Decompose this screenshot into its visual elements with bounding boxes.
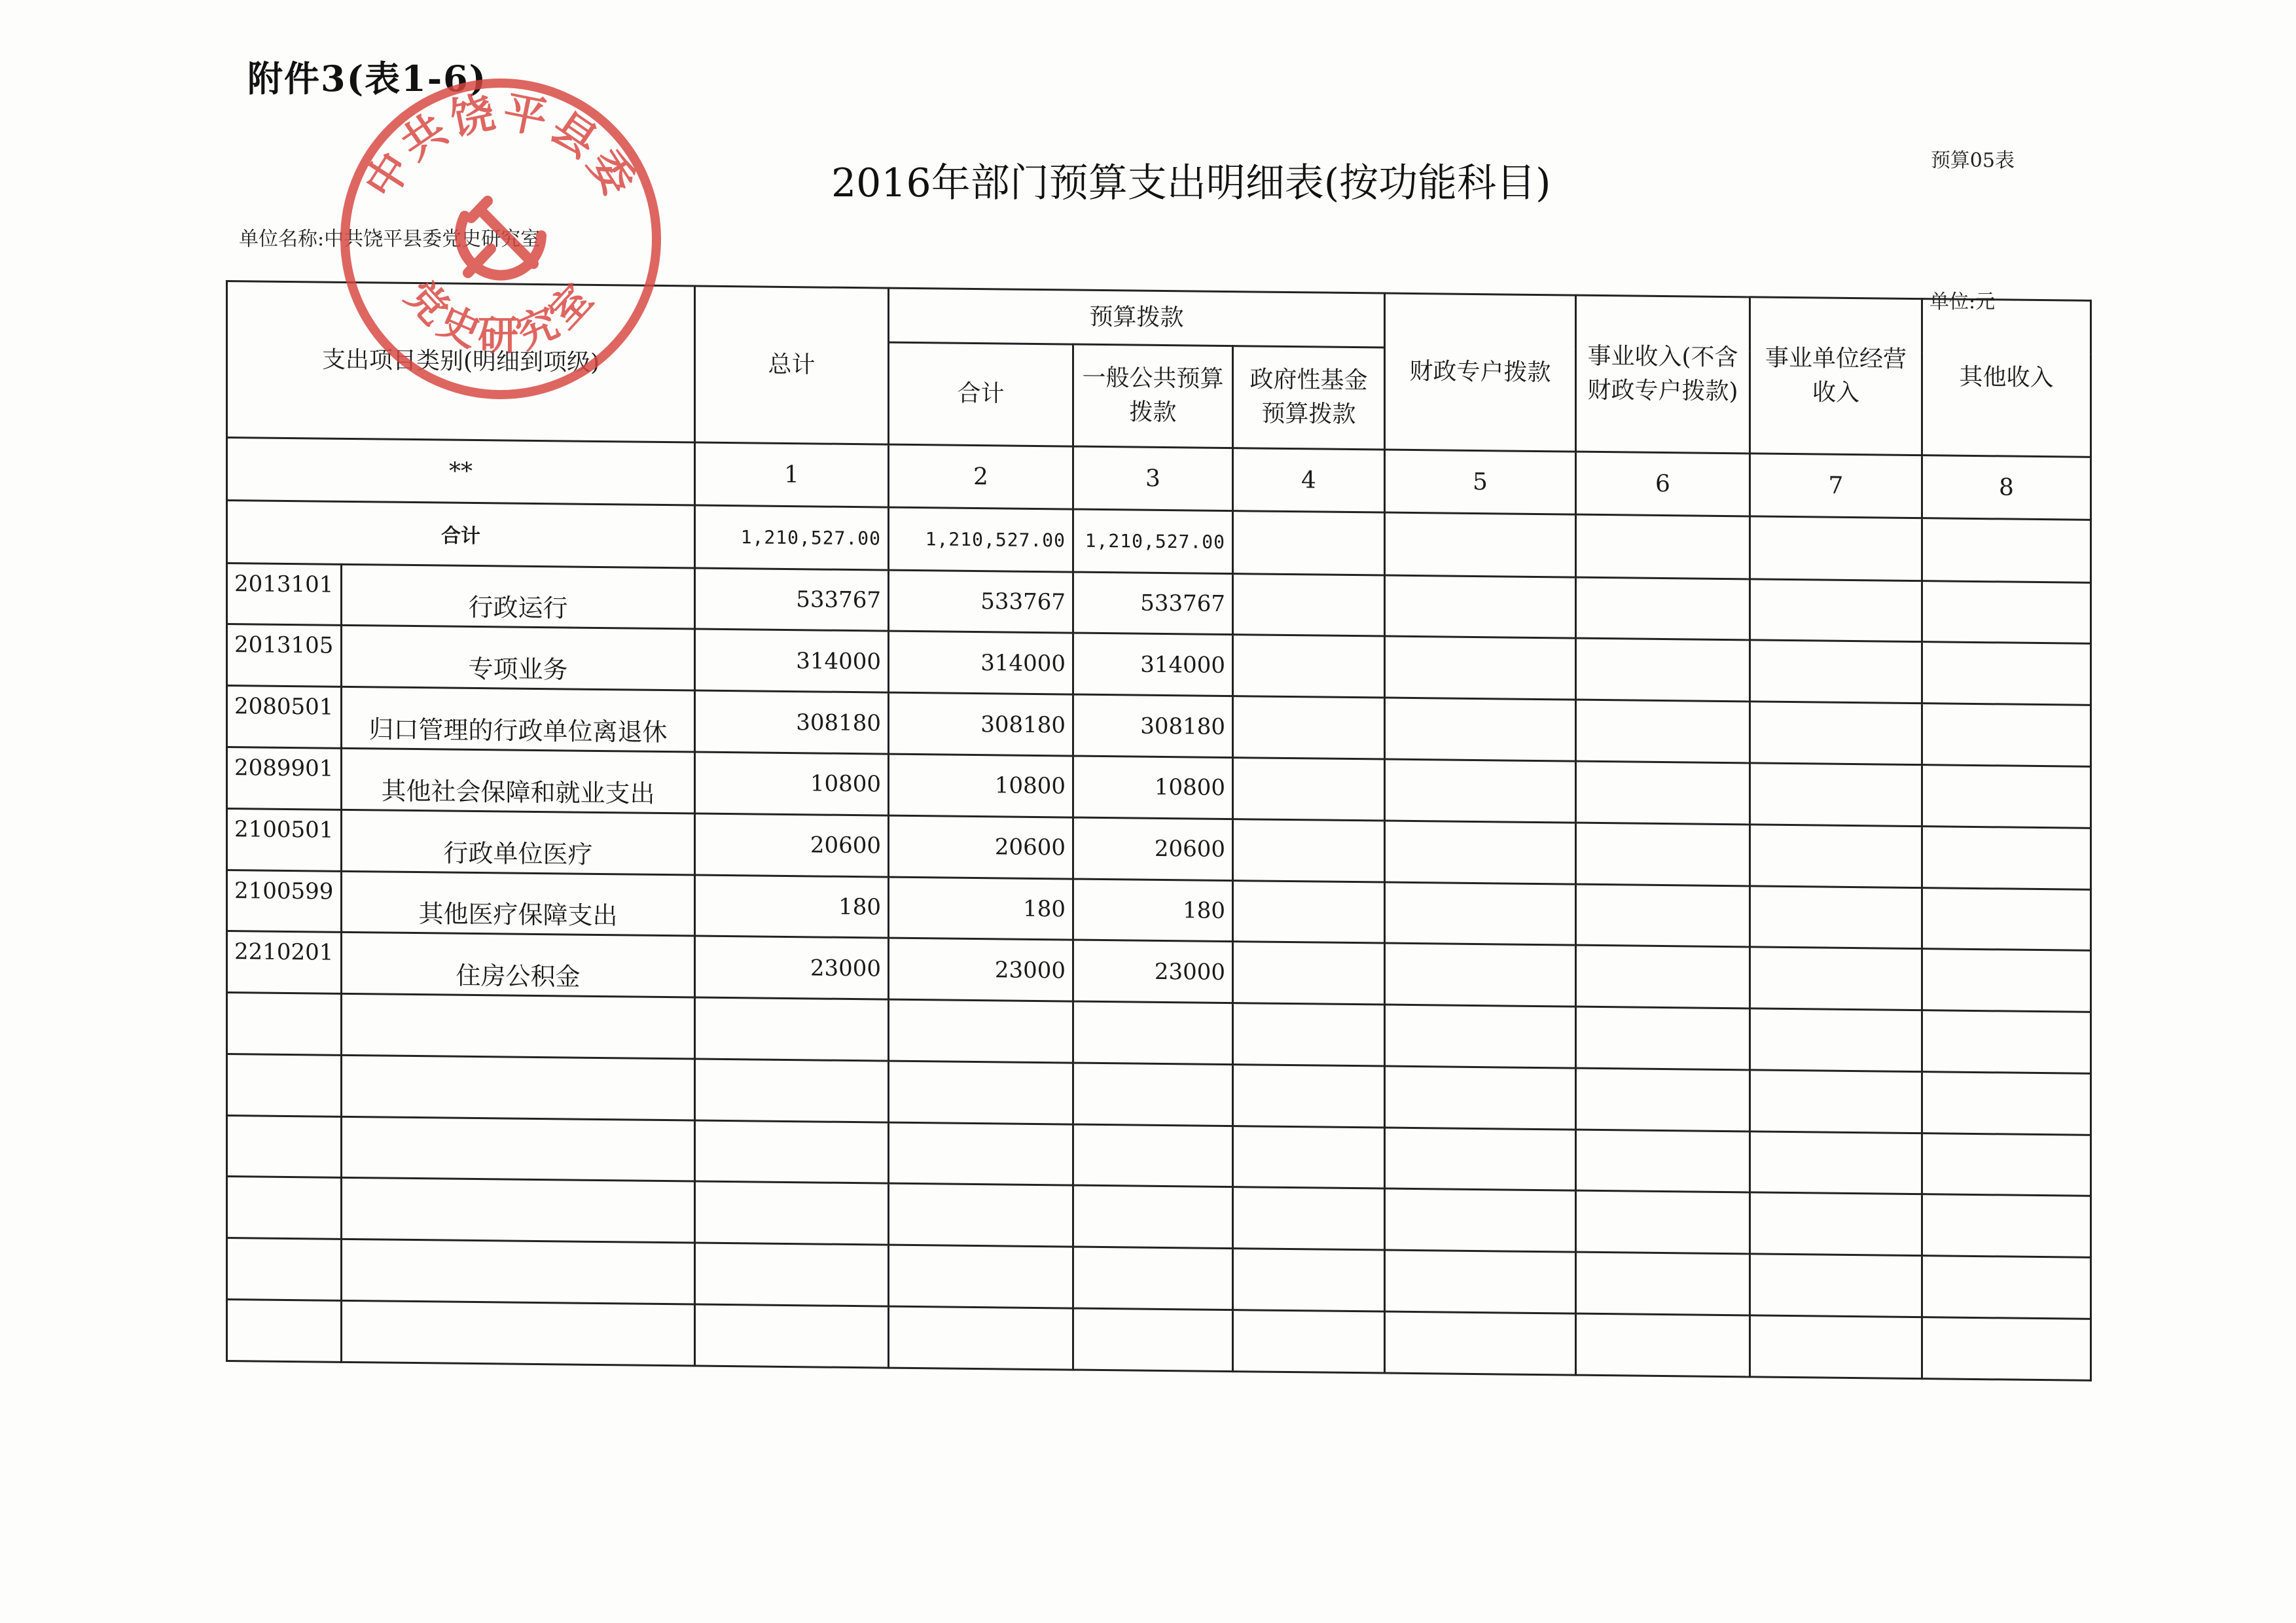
empty-cell — [1233, 758, 1385, 821]
row-general-public: 20600 — [1073, 817, 1233, 880]
row-subtotal: 180 — [889, 877, 1073, 940]
row-code: 2089901 — [227, 747, 342, 810]
row-total: 10800 — [695, 752, 889, 815]
budget-expenditure-table — [226, 280, 2092, 1382]
row-name: 其他社会保障和就业支出 — [342, 748, 695, 813]
row-code: 2013101 — [227, 563, 342, 626]
row-total: 314000 — [695, 629, 889, 692]
empty-cell — [1576, 761, 1750, 825]
row-name: 住房公积金 — [342, 933, 695, 997]
page-title: 2016年部门预算支出明细表(按功能科目) — [831, 160, 1551, 206]
column-number: ** — [227, 438, 695, 505]
empty-cell — [1385, 943, 1576, 1007]
empty-cell — [1385, 636, 1576, 700]
header-gov-fund: 政府性基金预算拨款 — [1233, 346, 1385, 450]
empty-cell — [1576, 514, 1750, 579]
empty-cell — [1233, 635, 1385, 698]
empty-cell — [1750, 640, 1922, 704]
row-code: 2013105 — [227, 624, 342, 687]
empty-cell — [1922, 887, 2091, 950]
total-row-label: 合计 — [227, 500, 695, 567]
row-general-public: 308180 — [1073, 694, 1233, 757]
empty-cell — [1750, 702, 1922, 765]
header-business-income: 事业收入(不含财政专户拨款) — [1576, 295, 1750, 454]
header-special-fiscal: 财政专户拨款 — [1385, 293, 1576, 452]
empty-cell — [1385, 882, 1576, 946]
total-row-general-public: 1,210,527.00 — [1073, 509, 1233, 573]
column-number: 2 — [889, 444, 1073, 509]
empty-cell — [1576, 884, 1750, 948]
header-general-public: 一般公共预算拨款 — [1073, 344, 1233, 448]
empty-cell — [1233, 819, 1385, 882]
unit-name-row — [239, 223, 540, 251]
column-number: 6 — [1576, 452, 1750, 516]
unit-name-label: 单位名称: — [239, 228, 325, 251]
empty-cell — [1750, 579, 1922, 643]
empty-cell — [1385, 512, 1576, 577]
row-general-public: 314000 — [1073, 633, 1233, 696]
unit-name: 中共饶平县委党史研究室 — [324, 228, 541, 251]
empty-cell — [1750, 885, 1922, 949]
column-number: 4 — [1233, 448, 1385, 512]
row-general-public: 23000 — [1073, 940, 1233, 1003]
currency-unit: 单位:元 — [1929, 291, 1996, 313]
row-total: 533767 — [695, 568, 889, 632]
row-total: 23000 — [695, 936, 889, 999]
row-name: 归口管理的行政单位离退休 — [342, 687, 695, 752]
row-subtotal: 23000 — [889, 938, 1073, 1001]
total-row-subtotal: 1,210,527.00 — [889, 507, 1073, 572]
total-row-total: 1,210,527.00 — [695, 505, 889, 570]
empty-cell — [1385, 575, 1576, 639]
row-code: 2100599 — [227, 870, 342, 933]
empty-cell — [1233, 696, 1385, 759]
row-total: 308180 — [695, 690, 889, 754]
row-subtotal: 20600 — [889, 815, 1073, 879]
header-category: 支出项目类别(明细到项级) — [227, 281, 695, 442]
header-total: 总计 — [695, 286, 889, 444]
column-number: 5 — [1385, 450, 1576, 514]
row-name: 行政单位医疗 — [342, 810, 695, 874]
seal-text-top: 中共饶平县委 — [354, 85, 647, 207]
empty-cell — [1385, 759, 1576, 823]
empty-cell — [1576, 945, 1750, 1008]
column-number: 3 — [1073, 446, 1233, 510]
header-subtotal: 合计 — [889, 342, 1073, 446]
row-total: 180 — [695, 875, 889, 938]
empty-cell — [1385, 698, 1576, 761]
column-number: 8 — [1922, 455, 2091, 520]
column-number: 7 — [1750, 454, 1922, 518]
empty-cell — [1576, 577, 1750, 641]
empty-cell — [1922, 949, 2091, 1012]
header-other-income: 其他收入 — [1922, 299, 2091, 457]
row-code: 2210201 — [227, 931, 342, 994]
row-subtotal: 314000 — [889, 632, 1073, 695]
form-code: 预算05表 — [1930, 149, 2015, 172]
empty-cell — [1385, 821, 1576, 884]
row-general-public: 533767 — [1073, 572, 1233, 635]
row-general-public: 180 — [1073, 879, 1233, 942]
empty-cell — [1922, 580, 2091, 643]
empty-cell — [1233, 510, 1385, 575]
attachment-label: 附件3(表1-6) — [247, 58, 488, 99]
header-budget-allocation: 预算拨款 — [889, 288, 1385, 348]
empty-cell — [1922, 518, 2091, 582]
row-name: 行政运行 — [342, 564, 695, 629]
row-total: 20600 — [695, 813, 889, 877]
empty-cell — [1750, 763, 1922, 827]
row-subtotal: 308180 — [889, 692, 1073, 756]
empty-cell — [1576, 639, 1750, 702]
empty-cell — [1750, 516, 1922, 581]
row-subtotal: 10800 — [889, 754, 1073, 817]
empty-cell — [1922, 642, 2091, 705]
row-subtotal: 533767 — [889, 570, 1073, 633]
row-code: 2100501 — [227, 808, 342, 871]
empty-cell — [1233, 880, 1385, 943]
seal-text-bottom: 党史研究室 — [396, 271, 605, 360]
row-code: 2080501 — [227, 686, 342, 749]
empty-cell — [1576, 823, 1750, 886]
empty-cell — [1922, 765, 2091, 828]
header-operating-income: 事业单位经营收入 — [1750, 297, 1922, 455]
empty-cell — [1922, 826, 2091, 889]
empty-cell — [1233, 573, 1385, 636]
empty-cell — [1750, 825, 1922, 888]
empty-cell — [1233, 942, 1385, 1005]
column-number: 1 — [695, 442, 889, 507]
empty-cell — [1576, 700, 1750, 763]
row-name: 其他医疗保障支出 — [342, 871, 695, 936]
empty-cell — [1922, 704, 2091, 766]
row-general-public: 10800 — [1073, 756, 1233, 819]
row-name: 专项业务 — [342, 626, 695, 690]
empty-cell — [1750, 947, 1922, 1010]
